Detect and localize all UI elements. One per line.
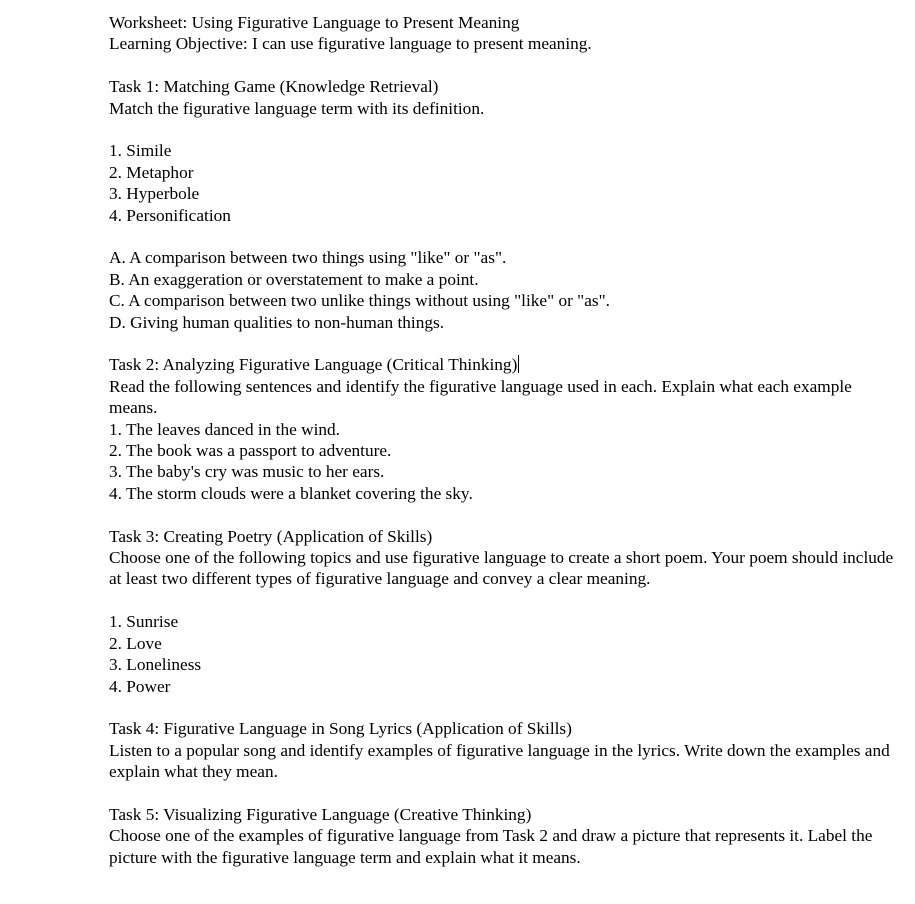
task4-instruction: Listen to a popular song and identify examples of figurative language in the lyrics. Write down the examples and explain what they mean. xyxy=(109,740,890,782)
task3-heading: Task 3: Creating Poetry (Application of Skills) xyxy=(109,526,433,546)
document-body[interactable] xyxy=(109,12,899,868)
blank-line xyxy=(109,504,899,525)
text-cursor xyxy=(518,355,519,373)
task1-instruction: Match the figurative language term with its definition. xyxy=(109,98,485,118)
list-item: 3. Loneliness xyxy=(109,655,202,675)
list-item: 2. The book was a passport to adventure. xyxy=(109,441,392,461)
list-item: 3. Hyperbole xyxy=(109,184,200,204)
list-item: 4. Power xyxy=(109,676,171,696)
list-item: 3. The baby's cry was music to her ears. xyxy=(109,462,385,482)
learning-objective: Learning Objective: I can use figurative language to present meaning. xyxy=(109,34,592,54)
list-item: 2. Love xyxy=(109,633,162,653)
task4-heading: Task 4: Figurative Language in Song Lyrics (Application of Skills) xyxy=(109,719,572,739)
list-item: D. Giving human qualities to non-human things. xyxy=(109,312,445,332)
blank-line xyxy=(109,226,899,247)
blank-line xyxy=(109,333,899,354)
list-item: 1. Sunrise xyxy=(109,612,179,632)
task3-instruction: Choose one of the following topics and use figurative language to create a short poem. Your poem should include at least two different types of figurative language and convey a clear meaning. xyxy=(109,548,894,589)
blank-line xyxy=(109,55,899,76)
task1-terms-list xyxy=(109,140,899,226)
task2-instruction: Read the following sentences and identify the figurative language used in each. Explain what each example means. xyxy=(109,376,852,418)
list-item: 2. Metaphor xyxy=(109,162,194,182)
task2-sentences-list xyxy=(109,419,899,505)
list-item: 4. The storm clouds were a blanket covering the sky. xyxy=(109,483,473,503)
list-item: 4. Personification xyxy=(109,205,231,225)
blank-line xyxy=(109,590,899,611)
task2-heading-line xyxy=(109,354,899,375)
task2-heading: Task 2: Analyzing Figurative Language (Critical Thinking) xyxy=(109,355,518,375)
task3-topics-list xyxy=(109,611,899,697)
worksheet-title: Worksheet: Using Figurative Language to Present Meaning xyxy=(109,13,520,32)
list-item: B. An exaggeration or overstatement to make a point. xyxy=(109,269,479,289)
task5-heading: Task 5: Visualizing Figurative Language (Creative Thinking) xyxy=(109,804,532,824)
blank-line xyxy=(109,697,899,718)
task5-instruction: Choose one of the examples of figurative language from Task 2 and draw a picture that represents it. Label the picture with the figurative language term and explain what it means. xyxy=(109,826,873,867)
list-item: 1. The leaves danced in the wind. xyxy=(109,419,340,439)
task1-definitions-list xyxy=(109,247,899,333)
list-item: C. A comparison between two unlike things without using "like" or "as". xyxy=(109,291,611,311)
task1-heading: Task 1: Matching Game (Knowledge Retrieval) xyxy=(109,77,439,97)
blank-line xyxy=(109,119,899,140)
blank-line xyxy=(109,783,899,804)
list-item: A. A comparison between two things using "like" or "as". xyxy=(109,248,507,268)
list-item: 1. Simile xyxy=(109,141,172,161)
